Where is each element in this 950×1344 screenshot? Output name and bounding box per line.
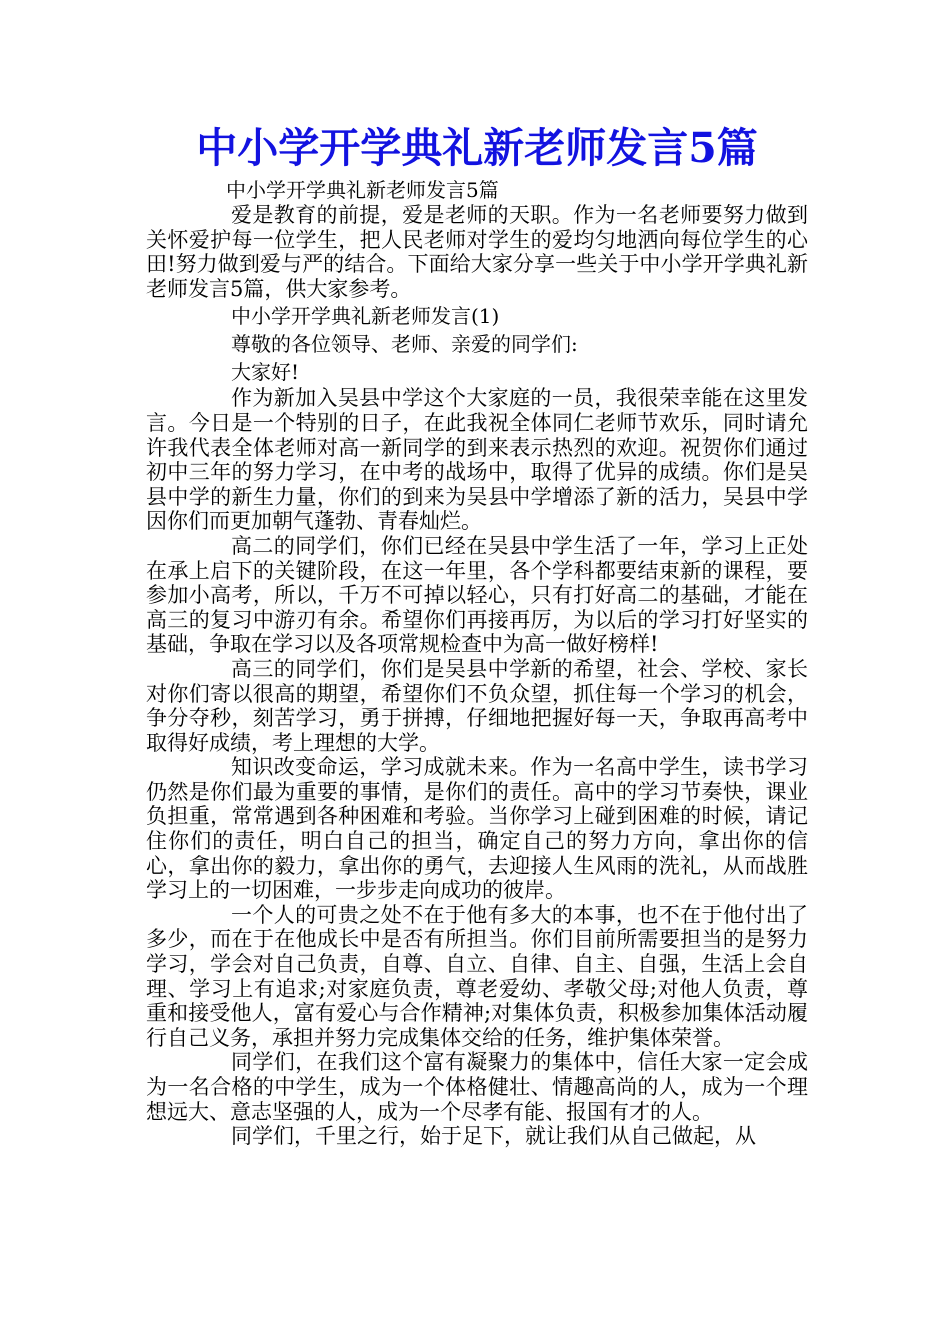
body-paragraph-2: 高二的同学们，你们已经在吴县中学生活了一年，学习上正处在承上启下的关键阶段，在这一年里，各个学科都要结束新的课程，要参加小高考，所以，千万不可掉以轻心，只有打好高二的基础，才能在高三的复习中游刃有余。希望你们再接再厉，为以后的学习打好坚实的基础，争取在学习以及各项常规检查中为高一做好榜样! (146, 533, 808, 657)
body-paragraph-5: 一个人的可贵之处不在于他有多大的本事，也不在于他付出了多少，而在于在他成长中是否有所担当。你们目前所需要担当的是努力学习，学会对自己负责，自尊、自立、自律、自主、自强，生活上会自理、学习上有追求;对家庭负责，尊老爱幼、孝敬父母;对他人负责，尊重和接受他人，富有爱心与合作精神;对集体负责，积极参加集体活动履行自己义务，承担并努力完成集体交给的任务，维护集体荣誉。 (146, 902, 808, 1050)
greeting: 大家好! (231, 360, 300, 385)
intro-paragraph: 爱是教育的前提，爱是老师的天职。作为一名老师要努力做到关怀爱护每一位学生，把人民老师对学生的爱均匀地洒向每位学生的心田!努力做到爱与严的结合。下面给大家分享一些关于中小学开学典礼新老师发言5篇，供大家参考。 (146, 203, 808, 301)
document-subtitle: 中小学开学典礼新老师发言5篇 (226, 178, 499, 202)
body-paragraph-1: 作为新加入吴县中学这个大家庭的一员，我很荣幸能在这里发言。今日是一个特别的日子，在此我祝全体同仁老师节欢乐，同时请允许我代表全体老师对高一新同学的到来表示热烈的欢迎。祝贺你们通过初中三年的努力学习，在中考的战场中，取得了优异的成绩。你们是吴县中学的新生力量，你们的到来为吴县中学增添了新的活力，吴县中学因你们而更加朝气蓬勃、青春灿烂。 (146, 386, 808, 534)
body-paragraph-7: 同学们，千里之行，始于足下，就让我们从自己做起，从 (231, 1124, 756, 1149)
body-paragraph-4: 知识改变命运，学习成就未来。作为一名高中学生，读书学习仍然是你们最为重要的事情，是你们的责任。高中的学习节奏快，课业负担重，常常遇到各种困难和考验。当你学习上碰到困难的时候，请记住你们的责任，明白自己的担当，确定自己的努力方向，拿出你的信心，拿出你的毅力，拿出你的勇气，去迎接人生风雨的洗礼，从而战胜学习上的一切困难，一步步走向成功的彼岸。 (146, 755, 808, 903)
document-page (146, 118, 808, 1149)
body-paragraph-3: 高三的同学们，你们是吴县中学新的希望，社会、学校、家长对你们寄以很高的期望，希望你们不负众望，抓住每一个学习的机会，争分夺秒，刻苦学习，勇于拼搏，仔细地把握好每一天，争取再高考中取得好成绩，考上理想的大学。 (146, 656, 808, 755)
body-paragraph-6: 同学们，在我们这个富有凝聚力的集体中，信任大家一定会成为一名合格的中学生，成为一个体格健壮、情趣高尚的人，成为一个理想远大、意志坚强的人，成为一个尽孝有能、报国有才的人。 (146, 1050, 808, 1124)
document-title: 中小学开学典礼新老师发言5篇 (196, 124, 758, 172)
section-heading: 中小学开学典礼新老师发言(1) (231, 304, 500, 329)
salutation: 尊敬的各位领导、老师、亲爱的同学们: (231, 332, 578, 357)
